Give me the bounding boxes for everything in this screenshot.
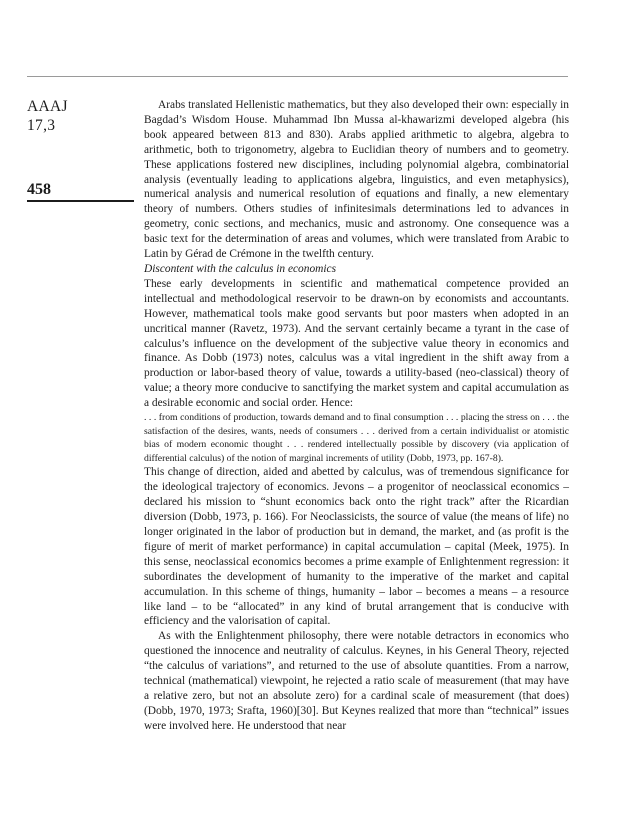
paragraph: Arabs translated Hellenistic mathematics, but they also developed their own: especially in Bagdad’s Wisdom House. Muhammad Ibn Mussa al-khawarizmi developed algebra (his book appeared between 813 and 830). Arabs applied arithmetic to algebra, algebra to arithmetic, both to trigonometry, algebra to Euclidian theory of numbers and to geometry. These applications fostered new disciplines, including polynomial algebra, combinatorial analysis (eventually leading to applications algebra, linguistics, and even metaphysics), numerical analysis and numerical resolution of equations and finally, a new elementary theory of numbers. Others studies of infinitesimals determinations led to advances in geometry, conic sections, and mechanics, music and astronomy. One consequence was a basic text for the determination of areas and volumes, which were translated from Arabic to Latin by Gérad de Crémone in the twelfth century. xyxy=(144,99,569,261)
journal-abbreviation: AAAJ xyxy=(27,98,68,115)
block-quote: . . . from conditions of production, towards demand and to final consumption . . . placing the stress on . . . the satisfaction of the desires, wants, needs of consumers . . . derived from a certain individualist or atomistic bias of modern economic thought . . . rendered intellectually possible by discovery (via application of differential calculus) of the notion of marginal increments of utility (Dobb, 1973, pp. 167-8). xyxy=(144,412,569,464)
paragraph: These early developments in scientific and mathematical competence provided an intellectual and methodological reservoir to be drawn-on by economists and accountants. However, mathematical tools make good servants but poor masters when adopted in an uncritical manner (Ravetz, 1973). And the servant certainly became a tyrant in the case of calculus’s influence on the development of the subjective value theory in economics and finance. As Dobb (1973) notes, calculus was a vital ingredient in the shift away from a production or labor-based theory of value, towards a utility-based (neo-classical) theory of value; a theory more conducive to sanctifying the market system and capital accumulation as a desirable economic and social order. Hence: xyxy=(144,277,569,410)
body-text xyxy=(144,98,569,734)
page-number: 458 xyxy=(27,181,51,198)
top-rule xyxy=(27,76,568,77)
section-heading: Discontent with the calculus in economics xyxy=(144,262,337,275)
page-number-rule xyxy=(27,200,134,202)
running-head xyxy=(27,97,68,135)
paragraph: This change of direction, aided and abetted by calculus, was of tremendous significance for the ideological trajectory of economics. Jevons – a progenitor of neoclassical economics – declared his mission to “shunt economics back onto the right track” after the Ricardian diversion (Dobb, 1973, p. 166). For Neoclassicists, the source of value (the means of life) no longer originated in the labor of production but in demand, the market, and (as profit is the figure of merit of market performance) in capital accumulation – capital (Meek, 1975). In this sense, neoclassical economics becomes a prime example of Enlightenment regression: it subordinates the development of humanity to the imperative of the market and capital accumulation. In this scheme of things, humanity – labor – becomes a means – a resource like land – to be “allocated” in any kind of brutal arrangement that is conducive with efficiency and the valorisation of capital. xyxy=(144,466,569,628)
volume-issue: 17,3 xyxy=(27,117,56,134)
paragraph: As with the Enlightenment philosophy, there were notable detractors in economics who questioned the innocence and neutrality of calculus. Keynes, in his General Theory, rejected “the calculus of variations”, and returned to the use of absolute quantities. From a narrow, technical (mathematical) viewpoint, he rejected a ratio scale of measurement (that may have a relative zero, but not an absolute zero) for a cardinal scale of measurement (that does) (Dobb, 1970, 1973; Srafta, 1960)[30]. But Keynes realized that more than “technical” issues were involved here. He understood that near xyxy=(144,630,569,732)
